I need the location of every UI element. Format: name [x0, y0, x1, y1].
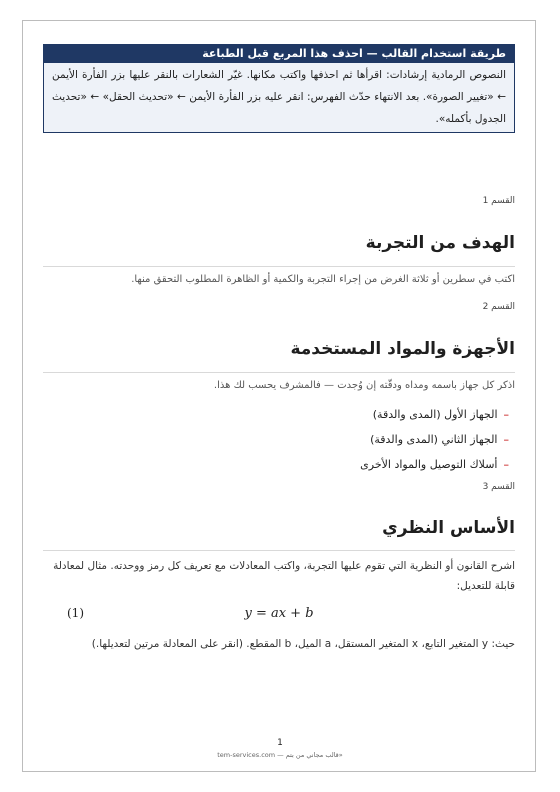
section-3-intro: اشرح القانون أو النظرية التي تقوم عليها التجربة، واكتب المعادلات مع تعريف كل رمز ووحدته. مثال لمعادلة قابلة للتعديل:	[53, 560, 515, 592]
section-3-title: الأساس النظري	[382, 518, 515, 538]
section-2-label: القسم 2	[482, 302, 515, 312]
equation[interactable]: y = ax + b	[244, 606, 314, 621]
equipment-item-label: الجهاز الثاني (المدى والدقة)	[370, 433, 498, 446]
section-1-label: القسم 1	[482, 196, 515, 206]
section-2-title: الأجهزة والمواد المستخدمة	[290, 339, 515, 359]
equation-row[interactable]	[43, 606, 515, 626]
equation-number: (1)	[67, 606, 84, 620]
instructions-body: النصوص الرمادية إرشادات: اقرأها ثم احذفها واكتب مكانها. غيّر الشعارات بالنقر عليها بزر الفأرة الأيمن ← «تغيير الصورة». بعد الانتهاء حدّث الفهرس: انقر عليه بزر الفأرة الأيمن ← «تحديث الحقل» ← «تحديث الجدول بأكمله».	[52, 69, 506, 125]
equipment-item	[43, 433, 509, 446]
instructions-box	[43, 44, 515, 133]
page-number: 1	[277, 738, 283, 748]
section-3-divider	[43, 550, 515, 551]
section-1-divider	[43, 266, 515, 267]
section-2-divider	[43, 372, 515, 373]
instructions-title: طريقة استخدام القالب — احذف هذا المربع قبل الطباعة	[44, 45, 514, 63]
dash-bullet-icon: –	[503, 433, 509, 446]
section-1-hint: اكتب في سطرين أو ثلاثة الغرض من إجراء التجربة والكمية أو الظاهرة المطلوب التحقق منها.	[131, 274, 515, 285]
dash-bullet-icon: –	[503, 458, 509, 471]
section-1-title: الهدف من التجربة	[365, 233, 515, 253]
equipment-item	[43, 458, 509, 471]
section-2-hint: اذكر كل جهاز باسمه ومداه ودقّته إن وُجدت — فالمشرف يحسب لك هذا.	[213, 380, 515, 391]
dash-bullet-icon: –	[503, 408, 509, 421]
equation-definitions: حيث: y المتغير التابع، x المتغير المستقل، a الميل، b المقطع. (انقر على المعادلة مرتين لتعديلها.)	[91, 638, 515, 650]
equipment-item-label: الجهاز الأول (المدى والدقة)	[372, 408, 498, 421]
equipment-item-label: أسلاك التوصيل والمواد الأخرى	[360, 458, 498, 471]
footer-credit: tem-services.com — قالب مجاني من بتم»	[217, 751, 343, 759]
section-3-label: القسم 3	[482, 482, 515, 492]
equipment-item	[43, 408, 509, 421]
